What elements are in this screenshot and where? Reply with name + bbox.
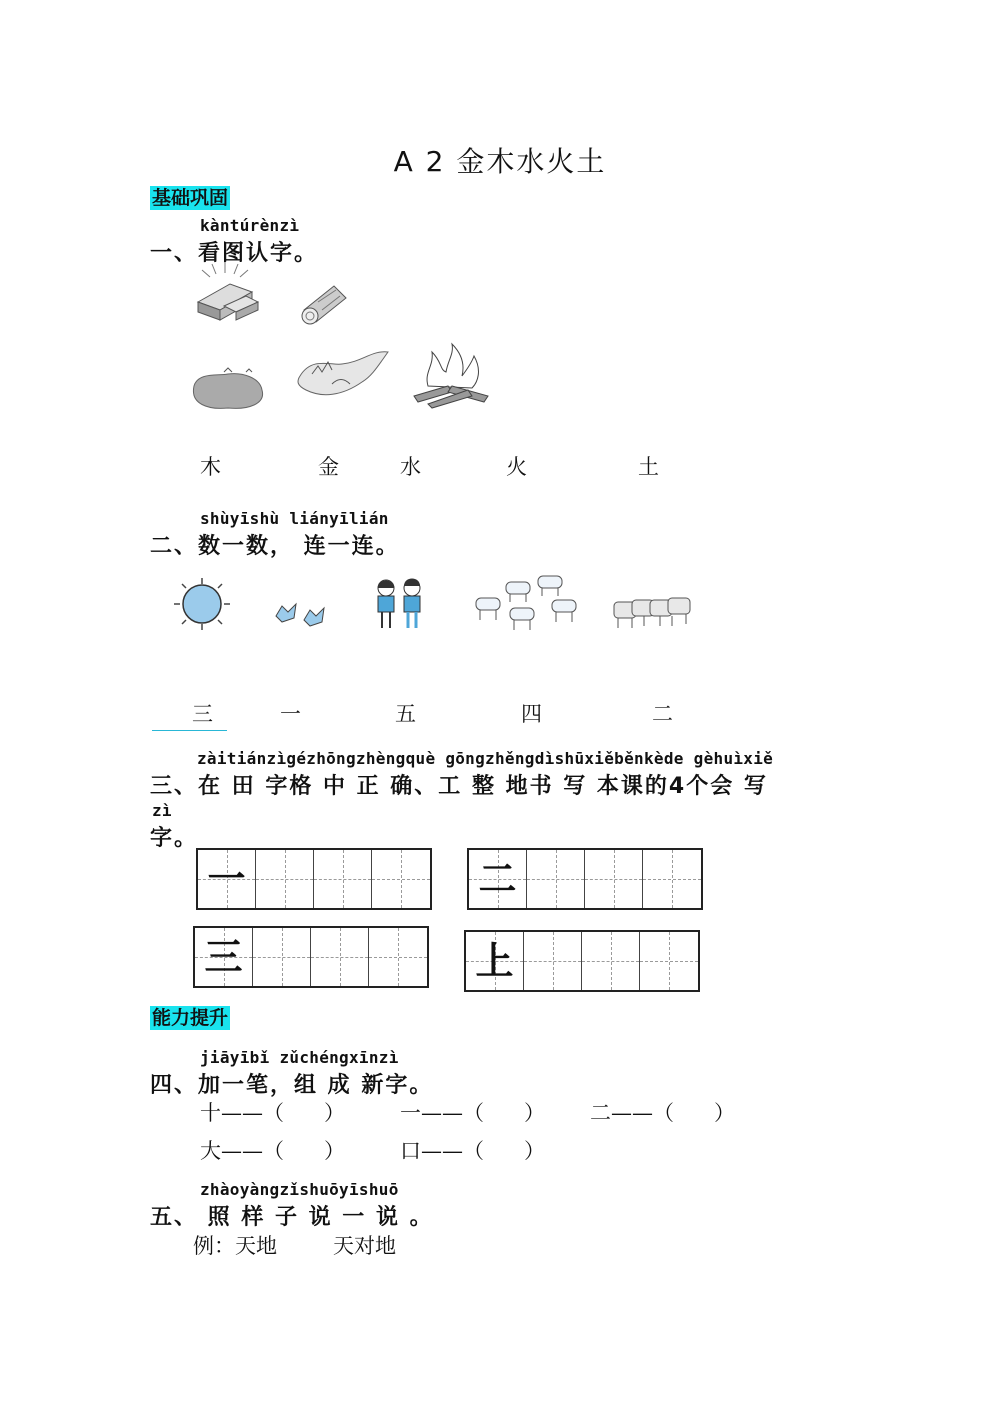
q5-example-label: 例：天地 <box>193 1234 277 1258</box>
grid-cell <box>466 932 524 990</box>
log-image <box>296 282 352 328</box>
model-char: 一 <box>207 856 246 901</box>
q5-pinyin: zhàoyàngzǐshuōyīshuō <box>200 1180 399 1199</box>
q1-label: 一、看图认字。 <box>150 241 319 266</box>
q1-word-4: 火 <box>506 455 527 479</box>
grid-cell[interactable] <box>585 850 643 908</box>
model-char: 二 <box>478 856 517 901</box>
model-char: 三 <box>204 934 243 979</box>
grid-cell <box>198 850 256 908</box>
q2-number-4: 四 <box>521 702 542 726</box>
page-title: A 2 金木水火土 <box>393 145 607 178</box>
grid-cell[interactable] <box>582 932 640 990</box>
cows-image <box>610 594 696 634</box>
q4-item-3[interactable]: 二——（ ） <box>590 1101 736 1125</box>
grid-cell[interactable] <box>372 850 430 908</box>
sun-image <box>172 576 232 632</box>
section-advanced-tag: 能力提升 <box>152 1007 229 1029</box>
writing-grid-san <box>193 926 429 988</box>
fire-image <box>408 342 494 408</box>
q3-label: 三、在 田 字格 中 正 确、工 整 地书 写 本课的4个会 写 <box>150 774 768 799</box>
writing-grid-yi <box>196 848 432 910</box>
q5-example-answer: 天对地 <box>333 1234 396 1258</box>
q2-number-3: 五 <box>395 702 416 726</box>
grid-cell[interactable] <box>524 932 582 990</box>
q1-word-5: 土 <box>638 455 659 479</box>
water-puddle-image <box>188 364 268 414</box>
birds-image <box>270 590 332 630</box>
grid-cell[interactable] <box>527 850 585 908</box>
writing-grid-er <box>467 848 703 910</box>
grid-cell[interactable] <box>256 850 314 908</box>
grid-cell[interactable] <box>314 850 372 908</box>
section-basic-tag: 基础巩固 <box>152 187 229 209</box>
q4-label: 四、加一笔，组 成 新字。 <box>150 1073 434 1098</box>
water-wave-image <box>292 346 392 406</box>
q3-pinyin: zàitiánzìgézhōngzhèngquè gōngzhěngdìshūxiěběnkède gèhuìxiě <box>197 749 774 768</box>
q2-number-2: 一 <box>280 702 301 726</box>
q2-label: 二、数一数， 连一连。 <box>150 534 400 559</box>
grid-cell[interactable] <box>640 932 698 990</box>
q1-word-2: 金 <box>318 455 339 479</box>
grid-cell[interactable] <box>369 928 427 986</box>
q4-pinyin: jiāyībǐ zǔchéngxīnzì <box>200 1048 399 1067</box>
grid-cell[interactable] <box>311 928 369 986</box>
q2-pinyin: shùyīshù liányīlián <box>200 509 389 528</box>
q3-label-2: 字。 <box>150 826 199 851</box>
goats-image <box>466 570 594 634</box>
q3-pinyin-2: zì <box>152 801 172 820</box>
q1-word-3: 水 <box>400 455 421 479</box>
q4-item-1[interactable]: 十——（ ） <box>200 1101 346 1125</box>
two-children-image <box>370 576 428 634</box>
q4-item-4[interactable]: 大——（ ） <box>200 1139 346 1163</box>
q1-word-1: 木 <box>200 455 221 479</box>
grid-cell <box>195 928 253 986</box>
grid-cell[interactable] <box>643 850 701 908</box>
q2-number-5: 二 <box>652 702 673 726</box>
gold-bars-image <box>190 262 265 328</box>
q5-label: 五、 照 样 子 说 一 说 。 <box>150 1205 434 1230</box>
grid-cell[interactable] <box>253 928 311 986</box>
answer-underline <box>152 730 227 731</box>
q4-item-2[interactable]: 一——（ ） <box>400 1101 546 1125</box>
model-char: 上 <box>475 938 514 983</box>
q2-number-1: 三 <box>192 702 213 726</box>
q1-pinyin: kàntúrènzì <box>200 216 300 235</box>
q4-item-5[interactable]: 口——（ ） <box>400 1139 546 1163</box>
grid-cell <box>469 850 527 908</box>
writing-grid-shang <box>464 930 700 992</box>
